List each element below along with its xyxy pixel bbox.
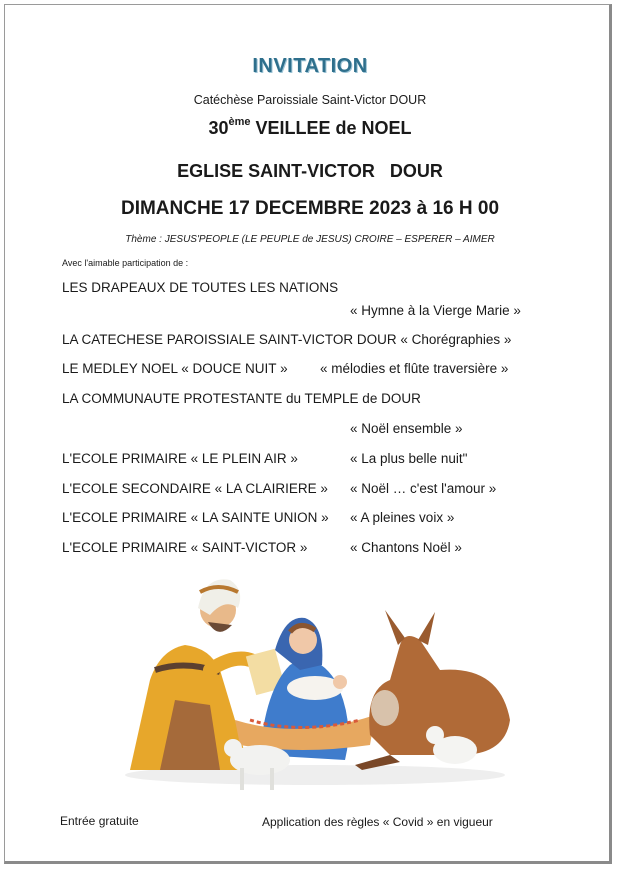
program-row-8-right: « Noël … c'est l'amour »	[350, 481, 497, 496]
program-row-1-left: LES DRAPEAUX DE TOUTES LES NATIONS	[62, 280, 339, 295]
program-row-7-right: « La plus belle nuit"	[350, 451, 468, 466]
free-entry-note: Entrée gratuite	[60, 814, 139, 828]
program-row-5-left: LA COMMUNAUTE PROTESTANTE du TEMPLE de DOUR	[62, 391, 421, 406]
program-row-9-left: L'ECOLE PRIMAIRE « LA SAINTE UNION »	[62, 510, 329, 525]
program-row-8-left: L'ECOLE SECONDAIRE « LA CLAIRIERE »	[62, 481, 328, 496]
edition-suffix: ème	[228, 116, 251, 128]
program-row-4-right: « mélodies et flûte traversière »	[320, 361, 509, 376]
program-row-2-right: « Hymne à la Vierge Marie »	[350, 303, 521, 318]
edition-number: 30	[208, 118, 229, 138]
program-row-9-right: « A pleines voix »	[350, 510, 455, 525]
program-row-10-left: L'ECOLE PRIMAIRE « SAINT-VICTOR »	[62, 540, 308, 555]
program-row-7-left: L'ECOLE PRIMAIRE « LE PLEIN AIR »	[62, 451, 298, 466]
invitation-title: INVITATION	[252, 55, 368, 77]
edition-heading	[0, 118, 620, 139]
event-date: DIMANCHE 17 DECEMBRE 2023 à 16 H 00	[120, 198, 500, 219]
donkey-figure	[355, 610, 510, 770]
covid-rules-note: Application des règles « Covid » en vigueur	[262, 815, 493, 829]
event-theme: Thème : JESUS'PEOPLE (LE PEUPLE de JESUS) CROIRE – ESPERER – AIMER	[125, 234, 495, 245]
program-row-6-right: « Noël ensemble »	[350, 421, 463, 436]
church-name: EGLISE SAINT-VICTOR DOUR	[177, 161, 443, 181]
program-row-3-left: LA CATECHESE PAROISSIALE SAINT-VICTOR DOUR « Chorégraphies »	[62, 332, 512, 347]
nativity-scene-illustration	[100, 570, 530, 800]
program-row-10-right: « Chantons Noël »	[350, 540, 462, 555]
organizer-subtitle: Catéchèse Paroissiale Saint-Victor DOUR	[193, 93, 427, 107]
participation-intro: Avec l'aimable participation de :	[62, 258, 189, 268]
program-row-4-left: LE MEDLEY NOEL « DOUCE NUIT »	[62, 361, 288, 376]
edition-text: VEILLEE de NOEL	[255, 118, 412, 138]
